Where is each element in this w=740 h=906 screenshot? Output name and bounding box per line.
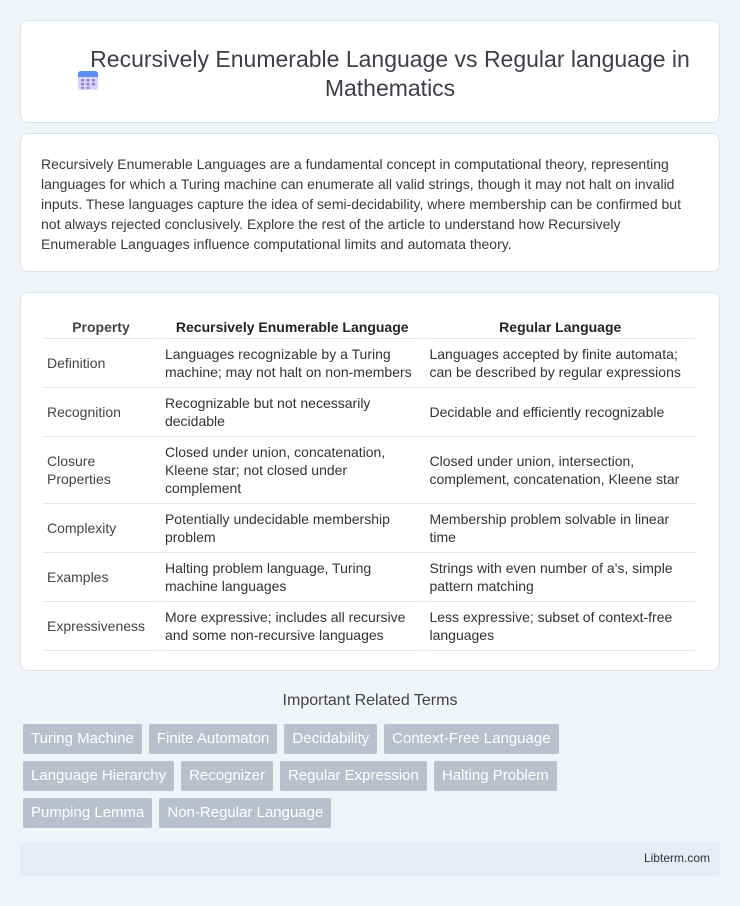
re-cell: More expressive; includes all recursive and some non-recursive languages (161, 602, 424, 651)
regular-cell: Closed under union, intersection, complement, concatenation, Kleene star (425, 437, 695, 504)
regular-cell: Languages accepted by finite automata; can be described by regular expressions (425, 339, 695, 388)
re-cell: Languages recognizable by a Turing machine; may not halt on non-members (161, 339, 424, 388)
regular-cell: Strings with even number of a's, simple pattern matching (425, 553, 695, 602)
re-cell: Closed under union, concatenation, Kleene star; not closed under complement (161, 437, 424, 504)
tag-row (23, 798, 703, 835)
table-header-row (43, 315, 695, 339)
property-cell: Recognition (43, 388, 159, 437)
tag-language-hierarchy[interactable]: Language Hierarchy (23, 761, 174, 791)
intro-paragraph: Recursively Enumerable Languages are a fundamental concept in computational theory, representing languages for which a Turing machine can enumerate all valid strings, though it may not halt on invalid inputs. These languages capture the idea of semi-decidability, where membership can be confirmed but not always rejected conclusively. Explore the rest of the article to understand how Recursively Enumerable Languages influence computational limits and automata theory. (41, 156, 681, 252)
header-re-language: Recursively Enumerable Language (161, 315, 424, 339)
tag-recognizer[interactable]: Recognizer (181, 761, 273, 791)
tag-finite-automaton[interactable]: Finite Automaton (149, 724, 278, 754)
table-row (43, 339, 695, 388)
related-terms-title: Important Related Terms (282, 692, 458, 709)
related-terms-tags (23, 724, 703, 835)
tag-pumping-lemma[interactable]: Pumping Lemma (23, 798, 152, 828)
intro-card (20, 133, 720, 272)
comparison-table (41, 315, 697, 651)
page-title: Recursively Enumerable Language vs Regular language in Mathematics (90, 46, 690, 101)
tag-row (23, 761, 703, 798)
regular-cell: Less expressive; subset of context-free languages (425, 602, 695, 651)
property-cell: Definition (43, 339, 159, 388)
re-cell: Halting problem language, Turing machine languages (161, 553, 424, 602)
footer (20, 842, 720, 876)
property-cell: Examples (43, 553, 159, 602)
tag-turing-machine[interactable]: Turing Machine (23, 724, 142, 754)
property-cell: Closure Properties (43, 437, 159, 504)
property-cell: Complexity (43, 504, 159, 553)
property-cell: Expressiveness (43, 602, 159, 651)
re-cell: Potentially undecidable membership problem (161, 504, 424, 553)
table-row (43, 504, 695, 553)
header-regular-language: Regular Language (425, 315, 695, 339)
regular-cell: Membership problem solvable in linear time (425, 504, 695, 553)
tag-decidability[interactable]: Decidability (284, 724, 377, 754)
table-row (43, 602, 695, 651)
tag-non-regular-language[interactable]: Non-Regular Language (159, 798, 331, 828)
header-property: Property (43, 315, 159, 339)
tag-context-free-language[interactable]: Context-Free Language (384, 724, 558, 754)
tag-halting-problem[interactable]: Halting Problem (434, 761, 557, 791)
table-row (43, 437, 695, 504)
footer-site-link[interactable]: Libterm.com (643, 851, 710, 865)
tag-regular-expression[interactable]: Regular Expression (280, 761, 427, 791)
table-row (43, 553, 695, 602)
table-row (43, 388, 695, 437)
comparison-table-card (20, 292, 720, 671)
regular-cell: Decidable and efficiently recognizable (425, 388, 695, 437)
re-cell: Recognizable but not necessarily decidable (161, 388, 424, 437)
title-card (20, 20, 720, 123)
tag-row (23, 724, 703, 761)
